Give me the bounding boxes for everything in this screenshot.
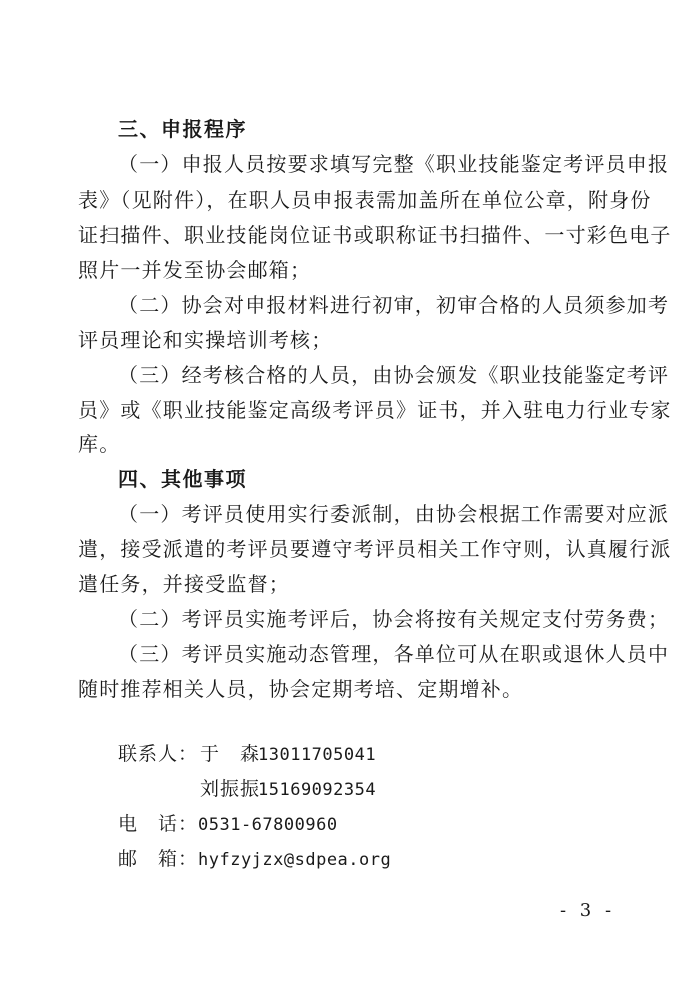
phone-label: 电 话： (118, 813, 199, 835)
paragraph-line: （一）考评员使用实行委派制，由协会根据工作需要对应派 (118, 502, 670, 526)
paragraph-line: 照片一并发至协会邮箱； (78, 258, 312, 282)
contact-label: 联系人： (118, 743, 199, 765)
email-label: 邮 箱： (118, 848, 199, 870)
section-heading-other-matters: 四、其他事项 (118, 467, 247, 491)
paragraph-line: 遣，接受派遣的考评员要遵守考评员相关工作守则，认真履行派 (78, 537, 672, 561)
paragraph-line: （一）申报人员按要求填写完整《职业技能鉴定考评员申报 (118, 152, 670, 176)
paragraph-line: 评员理论和实操培训考核； (78, 328, 333, 352)
section-heading-application-procedure: 三、申报程序 (118, 117, 247, 141)
paragraph-line: （三）经考核合格的人员，由协会颁发《职业技能鉴定考评 (118, 363, 670, 387)
paragraph-line: （三）考评员实施动态管理，各单位可从在职或退休人员中 (118, 642, 670, 666)
paragraph-line: （二）协会对申报材料进行初审，初审合格的人员须参加考 (118, 293, 670, 317)
contact-person-name: 于 森 (200, 743, 261, 765)
paragraph-line: 遣任务，并接受监督； (78, 572, 290, 596)
paragraph-line: （二）考评员实施考评后，协会将按有关规定支付劳务费； (118, 607, 670, 631)
contact-person-phone: 13011705041 (258, 745, 377, 765)
paragraph-line: 随时推荐相关人员，协会定期考培、定期增补。 (78, 677, 524, 701)
email-address: hyfzyjzx@sdpea.org (198, 850, 392, 870)
contact-person-phone: 15169092354 (258, 780, 377, 800)
paragraph-line: 库。 (78, 432, 121, 456)
paragraph-line: 员》或《职业技能鉴定高级考评员》证书，并入驻电力行业专家 (78, 398, 672, 422)
phone-number: 0531-67800960 (198, 815, 338, 835)
contact-person-name: 刘振振 (200, 778, 261, 800)
paragraph-line: 证扫描件、职业技能岗位证书或职称证书扫描件、一寸彩色电子 (78, 223, 672, 247)
page-number: - 3 - (560, 900, 616, 921)
paragraph-line: 表》（见附件），在职人员申报表需加盖所在单位公章，附身份 (78, 188, 652, 212)
